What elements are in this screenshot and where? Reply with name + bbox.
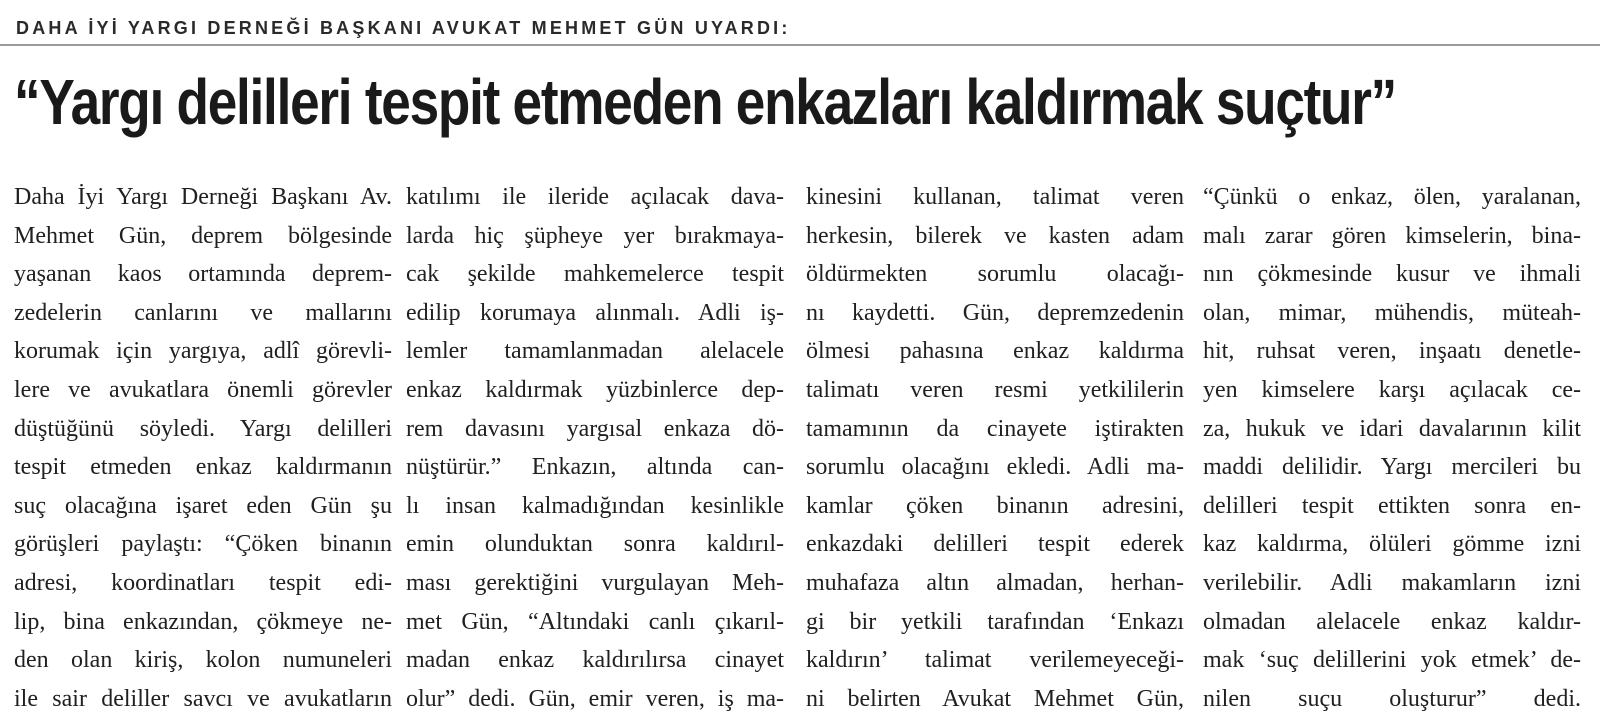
kicker-divider (0, 44, 1600, 46)
column-line: sorumlu olacağını ekledi. Adli ma- (806, 454, 1184, 481)
column-line: hit, ruhsat veren, inşaatı denetle- (1203, 338, 1581, 365)
column-line: edilip korumaya alınmalı. Adli iş- (406, 299, 784, 326)
column-line: emin olunduktan sonra kaldırıl- (406, 531, 784, 558)
column-line: “Çünkü o enkaz, ölen, yaralanan, (1203, 184, 1581, 210)
column-line: gi bir yetkili tarafından ‘Enkazı (806, 608, 1184, 635)
column-line: nın çökmesinde kusur ve ihmali (1203, 261, 1581, 288)
article-headline: “Yargı delilleri tespit etmeden enkazları kaldırmak suçtur” (14, 66, 1397, 138)
column-line: lip, bina enkazından, çökmeye ne- (14, 608, 392, 635)
column-line: kinesini kullanan, talimat veren (806, 184, 1184, 210)
article-column-2 (406, 178, 784, 718)
column-line: nüştürür.” Enkazın, altında can- (406, 454, 784, 481)
column-line: malı zarar gören kimselerin, bina- (1203, 222, 1581, 249)
column-line: suç olacağına işaret eden Gün şu (14, 492, 392, 519)
column-line: yaşanan kaos ortamında deprem- (14, 261, 392, 288)
column-line: ni belirten Avukat Mehmet Gün, (806, 685, 1184, 712)
column-line: görüşleri paylaştı: “Çöken binanın (14, 531, 392, 558)
column-line: muhafaza altın almadan, herhan- (806, 569, 1184, 596)
column-line: za, hukuk ve idari davalarının kilit (1203, 415, 1581, 442)
column-line: lemler tamamlanmadan alelacele (406, 338, 784, 365)
article-column-1 (14, 178, 392, 718)
column-line: zedelerin canlarını ve mallarını (14, 299, 392, 326)
column-line: rem davasını yargısal enkaza dö- (406, 415, 784, 442)
column-line: kaldırın’ talimat verilemeyeceği- (806, 647, 1184, 674)
column-line: enkaz kaldırmak yüzbinlerce dep- (406, 376, 784, 403)
column-line: tespit etmeden enkaz kaldırmanın (14, 454, 392, 481)
article-column-3 (806, 178, 1184, 718)
article-column-4 (1203, 178, 1581, 718)
column-line: talimatı veren resmi yetkililerin (806, 376, 1184, 403)
column-line: kamlar çöken binanın adresini, (806, 492, 1184, 519)
column-line: met Gün, “Altındaki canlı çıkarıl- (406, 608, 784, 635)
column-line: larda hiç şüpheye yer bırakmaya- (406, 222, 784, 249)
column-line: ması gerektiğini vurgulayan Meh- (406, 569, 784, 596)
column-line: cak şekilde mahkemelerce tespit (406, 261, 784, 288)
article-kicker: DAHA İYİ YARGI DERNEĞİ BAŞKANI AVUKAT MEHMET GÜN UYARDI: (16, 18, 791, 38)
column-line: tamamının da cinayete iştirakten (806, 415, 1184, 442)
column-line: delilleri tespit ettikten sonra en- (1203, 492, 1581, 519)
column-line: lı insan kalmadığından kesinlikle (406, 492, 784, 519)
column-line: olur” dedi. Gün, emir veren, iş ma- (406, 685, 784, 712)
column-line: madan enkaz kaldırılırsa cinayet (406, 647, 784, 674)
column-line: Daha İyi Yargı Derneği Başkanı Av. (14, 184, 392, 210)
column-line: öldürmekten sorumlu olacağı- (806, 261, 1184, 288)
column-line: katılımı ile ileride açılacak dava- (406, 184, 784, 210)
column-line: maddi delilidir. Yargı mercileri bu (1203, 454, 1581, 481)
column-line: ölmesi pahasına enkaz kaldırma (806, 338, 1184, 365)
column-line: verilebilir. Adli makamların izni (1203, 569, 1581, 596)
column-line: düştüğünü söyledi. Yargı delilleri (14, 415, 392, 442)
column-line: nilen suçu oluşturur” dedi. (1203, 685, 1581, 712)
column-line: adresi, koordinatları tespit edi- (14, 569, 392, 596)
column-line: kaz kaldırma, ölüleri gömme izni (1203, 531, 1581, 558)
column-line: olmadan alelacele enkaz kaldır- (1203, 608, 1581, 635)
column-line: olan, mimar, mühendis, müteah- (1203, 299, 1581, 326)
column-line: ile sair deliller savcı ve avukatların (14, 685, 392, 712)
column-line: enkazdaki delilleri tespit ederek (806, 531, 1184, 558)
column-line: lere ve avukatlara önemli görevler (14, 376, 392, 403)
column-line: Mehmet Gün, deprem bölgesinde (14, 222, 392, 249)
column-line: den olan kiriş, kolon numuneleri (14, 647, 392, 674)
column-line: korumak için yargıya, adlî görevli- (14, 338, 392, 365)
column-line: nı kaydetti. Gün, depremzedenin (806, 299, 1184, 326)
column-line: mak ‘suç delillerini yok etmek’ de- (1203, 647, 1581, 674)
column-line: herkesin, bilerek ve kasten adam (806, 222, 1184, 249)
column-line: yen kimselere karşı açılacak ce- (1203, 376, 1581, 403)
